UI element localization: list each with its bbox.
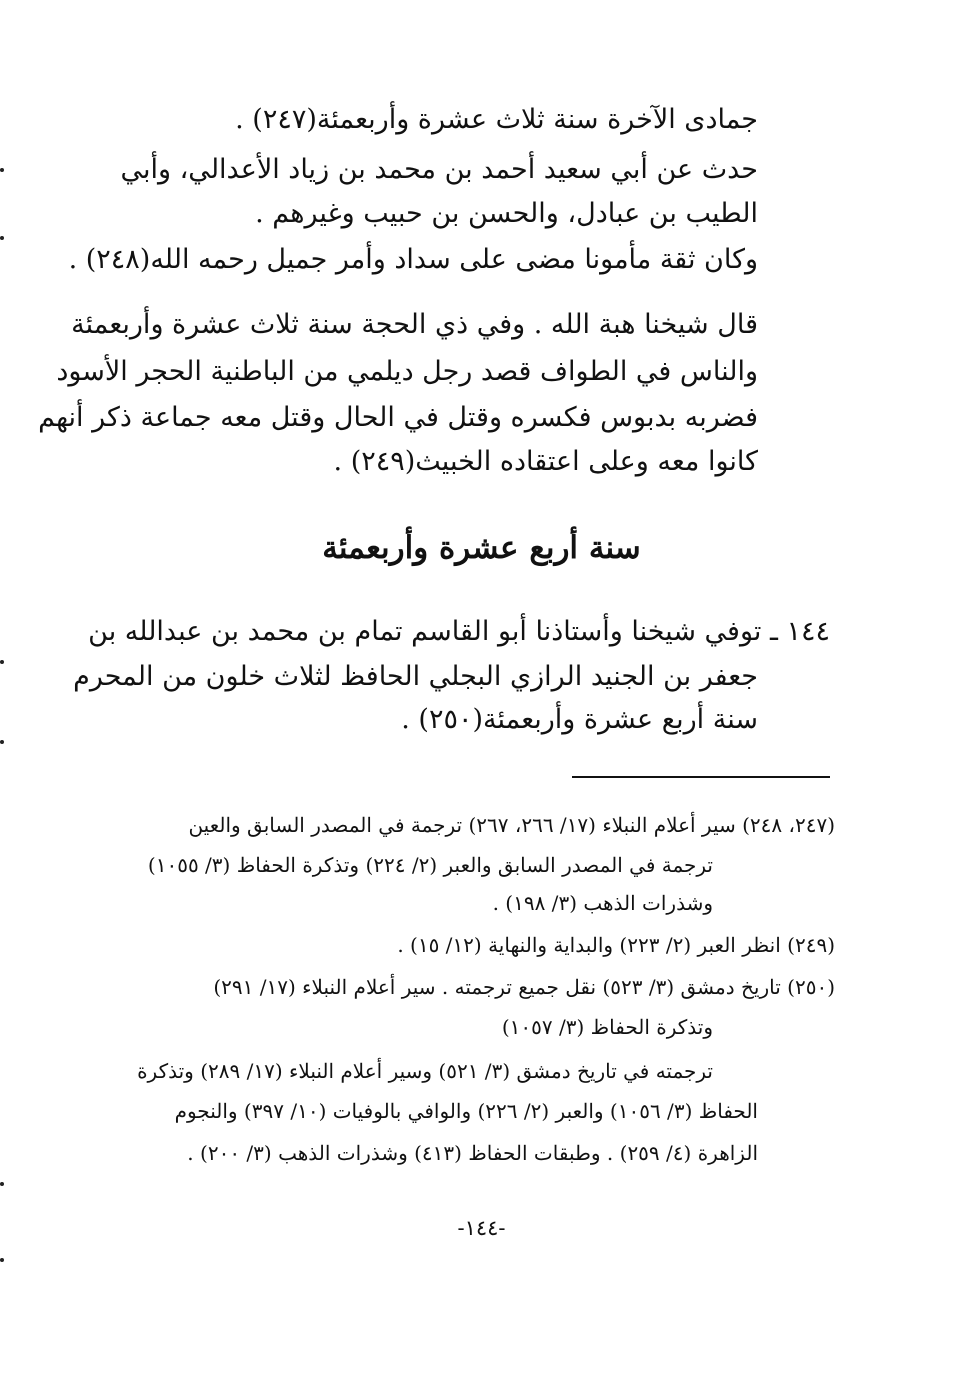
footnote-line-4: (٢٤٩) انظر العبر (٢/ ٢٢٣) والبداية والنهاية (١٢/ ١٥) . (397, 933, 835, 957)
body-line-3: الطيب بن عبادل، والحسن بن حبيب وغيرهم . (255, 198, 758, 229)
footnote-line-1: (٢٤٧، ٢٤٨) سير أعلام النبلاء (١٧/ ٢٦٦، ٢٦٧) ترجمة في المصدر السابق والعين (188, 813, 835, 837)
section-heading: سنة أربع عشرة وأربعمئة (322, 530, 641, 566)
body-line-1: جمادى الآخرة سنة ثلاث عشرة وأربعمئة(٢٤٧) . (235, 104, 758, 135)
body-line-2: حدث عن أبي سعيد أحمد بن محمد بن زياد الأعدالي، وأبي (120, 154, 758, 185)
body-line-5: قال شيخنا هبة الله . وفي ذي الحجة سنة ثلاث عشرة وأربعمئة (71, 309, 758, 340)
scan-edge-mark (0, 1258, 4, 1262)
footnote-line-7: ترجمته في تاريخ دمشق (٣/ ٥٢١) وسير أعلام النبلاء (١٧/ ٢٨٩) وتذكرة (137, 1059, 713, 1083)
body-line-7: فضربه بدبوس فكسره وقتل في الحال وقتل معه جماعة ذكر أنهم (38, 402, 758, 433)
body-line-8: كانوا معه وعلى اعتقاده الخبيث(٢٤٩) . (333, 446, 758, 477)
entry-line-2: جعفر بن الجنيد الرازي البجلي الحافظ لثلاث خلون من المحرم (73, 661, 758, 692)
scan-edge-mark (0, 168, 4, 172)
entry-line-1: ١٤٤ ـ توفي شيخنا وأستاذنا أبو القاسم تمام بن محمد بن عبدالله بن (88, 616, 830, 647)
footnote-separator (572, 776, 830, 778)
scan-edge-mark (0, 236, 4, 240)
footnote-line-5: (٢٥٠) تاريخ دمشق (٣/ ٥٢٣) نقل جميع ترجمته . سير أعلام النبلاء (١٧/ ٢٩١) (213, 975, 835, 999)
entry-line-3: سنة أربع عشرة وأربعمئة(٢٥٠) . (401, 704, 758, 735)
scan-edge-mark (0, 660, 4, 664)
page-number: -١٤٤- (457, 1216, 506, 1240)
footnote-line-2: ترجمة في المصدر السابق والعبر (٢/ ٢٢٤) وتذكرة الحفاظ (٣/ ١٠٥٥) (147, 853, 713, 877)
scan-edge-mark (0, 740, 4, 744)
footnote-line-9: الزاهرة (٤/ ٢٥٩) . وطبقات الحفاظ (٤١٣) وشذرات الذهب (٣/ ٢٠٠) . (187, 1141, 758, 1165)
body-line-6: والناس في الطواف قصد رجل ديلمي من الباطنية الحجر الأسود (56, 356, 758, 387)
footnote-line-6: وتذكرة الحفاظ (٣/ ١٠٥٧) (501, 1015, 713, 1039)
footnote-line-8: الحفاظ (٣/ ١٠٥٦) والعبر (٢/ ٢٢٦) والوافي بالوفيات (١٠/ ٣٩٧) والنجوم (174, 1099, 758, 1123)
scan-edge-mark (0, 1182, 4, 1186)
body-line-4: وكان ثقة مأمونا مضى على سداد وأمر جميل رحمه الله(٢٤٨) . (68, 244, 758, 275)
footnote-line-3: وشذرات الذهب (٣/ ١٩٨) . (492, 891, 713, 915)
